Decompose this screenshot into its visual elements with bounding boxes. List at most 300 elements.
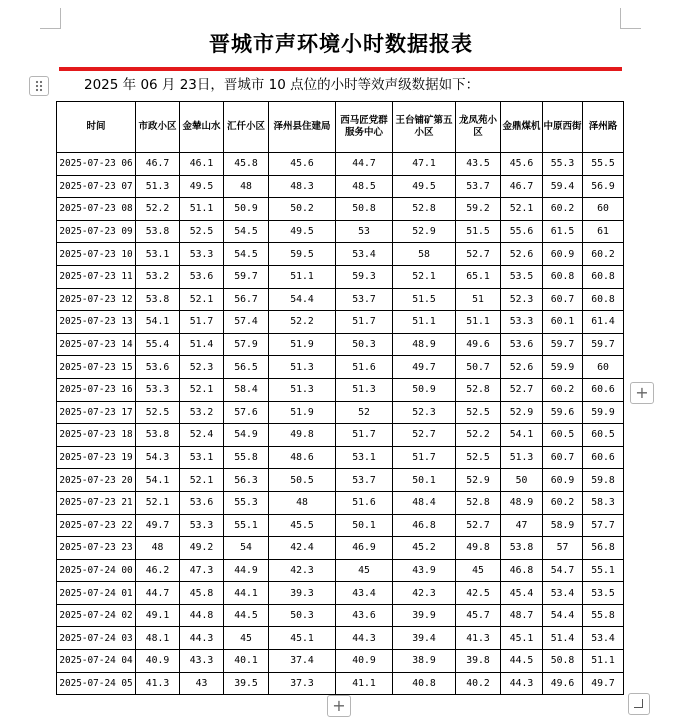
time-cell[interactable]: 2025-07-23 21: [57, 491, 136, 514]
value-cell[interactable]: 39.8: [456, 650, 501, 673]
value-cell[interactable]: 51.3: [501, 446, 543, 469]
value-cell[interactable]: 49.6: [543, 672, 583, 695]
value-cell[interactable]: 52.2: [269, 311, 336, 334]
value-cell[interactable]: 52.3: [393, 401, 456, 424]
value-cell[interactable]: 41.3: [456, 627, 501, 650]
value-cell[interactable]: 49.7: [393, 356, 456, 379]
value-cell[interactable]: 50.8: [336, 198, 393, 221]
value-cell[interactable]: 53.7: [336, 288, 393, 311]
value-cell[interactable]: 53.1: [180, 446, 224, 469]
value-cell[interactable]: 43.9: [393, 559, 456, 582]
value-cell[interactable]: 45: [224, 627, 269, 650]
page-title: 晋城市声环境小时数据报表: [209, 31, 473, 56]
time-cell[interactable]: 2025-07-23 17: [57, 401, 136, 424]
table-row: [57, 424, 624, 447]
value-cell[interactable]: 54.7: [543, 559, 583, 582]
value-cell[interactable]: 52.1: [393, 265, 456, 288]
value-cell[interactable]: 59.8: [583, 469, 624, 492]
table-row: [57, 469, 624, 492]
time-cell[interactable]: 2025-07-24 05: [57, 672, 136, 695]
value-cell[interactable]: 45.8: [180, 582, 224, 605]
value-cell[interactable]: 47: [501, 514, 543, 537]
value-cell[interactable]: 52.3: [180, 356, 224, 379]
column-header-site: 王台铺矿第五小区: [393, 102, 456, 153]
value-cell[interactable]: 54.9: [224, 424, 269, 447]
value-cell[interactable]: 59.4: [543, 175, 583, 198]
value-cell[interactable]: 52.5: [180, 220, 224, 243]
value-cell[interactable]: 53.8: [136, 288, 180, 311]
value-cell[interactable]: 51.1: [456, 311, 501, 334]
title-divider: [59, 67, 622, 71]
value-cell[interactable]: 57: [543, 537, 583, 560]
value-cell[interactable]: 46.7: [136, 153, 180, 176]
table-row: [57, 401, 624, 424]
value-cell[interactable]: 52.5: [456, 446, 501, 469]
value-cell[interactable]: 60.2: [543, 491, 583, 514]
value-cell[interactable]: 44.5: [501, 650, 543, 673]
value-cell[interactable]: 53.8: [501, 537, 543, 560]
value-cell[interactable]: 53.1: [336, 446, 393, 469]
value-cell[interactable]: 46.8: [393, 514, 456, 537]
value-cell[interactable]: 39.3: [269, 582, 336, 605]
value-cell[interactable]: 52.2: [456, 424, 501, 447]
value-cell[interactable]: 53.4: [336, 243, 393, 266]
time-cell[interactable]: 2025-07-23 11: [57, 265, 136, 288]
value-cell[interactable]: 50.5: [269, 469, 336, 492]
value-cell[interactable]: 40.9: [336, 650, 393, 673]
column-header-site: 泽州县住建局: [269, 102, 336, 153]
value-cell[interactable]: 54.1: [136, 311, 180, 334]
value-cell[interactable]: 51.3: [136, 175, 180, 198]
value-cell[interactable]: 45.4: [501, 582, 543, 605]
value-cell[interactable]: 52.3: [501, 288, 543, 311]
value-cell[interactable]: 55.1: [583, 559, 624, 582]
table-row: [57, 559, 624, 582]
value-cell[interactable]: 53.6: [501, 333, 543, 356]
value-cell[interactable]: 52.7: [456, 243, 501, 266]
column-header-site: 中原西街: [543, 102, 583, 153]
value-cell[interactable]: 52.7: [456, 514, 501, 537]
plus-icon: +: [332, 696, 346, 715]
value-cell[interactable]: 58: [393, 243, 456, 266]
table-row: [57, 243, 624, 266]
value-cell[interactable]: 50.2: [269, 198, 336, 221]
value-cell[interactable]: 49.7: [583, 672, 624, 695]
value-cell[interactable]: 44.3: [501, 672, 543, 695]
value-cell[interactable]: 59.5: [269, 243, 336, 266]
value-cell[interactable]: 60: [583, 198, 624, 221]
value-cell[interactable]: 53.6: [180, 265, 224, 288]
value-cell[interactable]: 57.7: [583, 514, 624, 537]
column-header-site: 龙凤苑小区: [456, 102, 501, 153]
table-row: [57, 650, 624, 673]
value-cell[interactable]: 50.9: [224, 198, 269, 221]
value-cell[interactable]: 43.3: [180, 650, 224, 673]
value-cell[interactable]: 59.9: [543, 356, 583, 379]
value-cell[interactable]: 57.6: [224, 401, 269, 424]
value-cell[interactable]: 39.4: [393, 627, 456, 650]
value-cell[interactable]: 60.8: [583, 265, 624, 288]
value-cell[interactable]: 45.6: [501, 153, 543, 176]
crop-mark-top-right: [620, 8, 641, 29]
value-cell[interactable]: 42.3: [393, 582, 456, 605]
value-cell[interactable]: 55.3: [543, 153, 583, 176]
time-cell[interactable]: 2025-07-23 14: [57, 333, 136, 356]
value-cell[interactable]: 51.5: [393, 288, 456, 311]
table-row: [57, 446, 624, 469]
value-cell[interactable]: 59.3: [336, 265, 393, 288]
time-cell[interactable]: 2025-07-23 13: [57, 311, 136, 334]
column-header-site: 西马匠党群服务中心: [336, 102, 393, 153]
time-cell[interactable]: 2025-07-24 03: [57, 627, 136, 650]
time-cell[interactable]: 2025-07-23 09: [57, 220, 136, 243]
value-cell[interactable]: 59.9: [583, 401, 624, 424]
value-cell[interactable]: 51.7: [393, 446, 456, 469]
value-cell[interactable]: 53.3: [501, 311, 543, 334]
value-cell[interactable]: 52.8: [393, 198, 456, 221]
value-cell[interactable]: 46.8: [501, 559, 543, 582]
value-cell[interactable]: 59.7: [583, 333, 624, 356]
value-cell[interactable]: 56.5: [224, 356, 269, 379]
value-cell[interactable]: 49.2: [180, 537, 224, 560]
value-cell[interactable]: 65.1: [456, 265, 501, 288]
value-cell[interactable]: 50.3: [336, 333, 393, 356]
value-cell[interactable]: 52.6: [501, 356, 543, 379]
value-cell[interactable]: 48.7: [501, 604, 543, 627]
value-cell[interactable]: 49.8: [456, 537, 501, 560]
value-cell[interactable]: 58.3: [583, 491, 624, 514]
value-cell[interactable]: 56.9: [583, 175, 624, 198]
value-cell[interactable]: 45: [336, 559, 393, 582]
value-cell[interactable]: 46.9: [336, 537, 393, 560]
value-cell[interactable]: 60.5: [543, 424, 583, 447]
value-cell[interactable]: 49.1: [136, 604, 180, 627]
value-cell[interactable]: 55.3: [224, 491, 269, 514]
value-cell[interactable]: 48.6: [269, 446, 336, 469]
value-cell[interactable]: 44.1: [224, 582, 269, 605]
value-cell[interactable]: 56.8: [583, 537, 624, 560]
value-cell[interactable]: 52: [336, 401, 393, 424]
value-cell[interactable]: 43.5: [456, 153, 501, 176]
time-cell[interactable]: 2025-07-24 02: [57, 604, 136, 627]
value-cell[interactable]: 45.2: [393, 537, 456, 560]
value-cell[interactable]: 54.1: [136, 469, 180, 492]
value-cell[interactable]: 51.9: [269, 333, 336, 356]
value-cell[interactable]: 48: [224, 175, 269, 198]
time-cell[interactable]: 2025-07-24 01: [57, 582, 136, 605]
value-cell[interactable]: 46.2: [136, 559, 180, 582]
value-cell[interactable]: 53.6: [136, 356, 180, 379]
value-cell[interactable]: 40.9: [136, 650, 180, 673]
value-cell[interactable]: 60.2: [543, 378, 583, 401]
value-cell[interactable]: 60.7: [543, 446, 583, 469]
resize-icon: [634, 699, 643, 708]
intro-paragraph[interactable]: 2025 年 06 月 23日，晋城市 10 点位的小时等效声级数据如下：: [84, 77, 480, 93]
value-cell[interactable]: 43.6: [336, 604, 393, 627]
table-move-handle[interactable]: [29, 76, 49, 96]
value-cell[interactable]: 50.9: [393, 378, 456, 401]
value-cell[interactable]: 55.4: [136, 333, 180, 356]
value-cell[interactable]: 51.3: [269, 378, 336, 401]
value-cell[interactable]: 52.6: [501, 243, 543, 266]
value-cell[interactable]: 51.9: [269, 401, 336, 424]
value-cell[interactable]: 41.3: [136, 672, 180, 695]
value-cell[interactable]: 60.6: [583, 446, 624, 469]
value-cell[interactable]: 41.1: [336, 672, 393, 695]
value-cell[interactable]: 55.8: [583, 604, 624, 627]
value-cell[interactable]: 60.2: [543, 198, 583, 221]
value-cell[interactable]: 53.2: [180, 401, 224, 424]
value-cell[interactable]: 48.4: [393, 491, 456, 514]
value-cell[interactable]: 46.1: [180, 153, 224, 176]
value-cell[interactable]: 49.8: [269, 424, 336, 447]
value-cell[interactable]: 53.7: [336, 469, 393, 492]
value-cell[interactable]: 52.1: [180, 469, 224, 492]
value-cell[interactable]: 49.7: [136, 514, 180, 537]
value-cell[interactable]: 45.1: [501, 627, 543, 650]
column-header-site: 市政小区: [136, 102, 180, 153]
value-cell[interactable]: 60: [583, 356, 624, 379]
value-cell[interactable]: 52.5: [456, 401, 501, 424]
time-cell[interactable]: 2025-07-23 12: [57, 288, 136, 311]
value-cell[interactable]: 50.1: [336, 514, 393, 537]
value-cell[interactable]: 50.1: [393, 469, 456, 492]
value-cell[interactable]: 51.6: [336, 491, 393, 514]
value-cell[interactable]: 53.4: [583, 627, 624, 650]
value-cell[interactable]: 51.5: [456, 220, 501, 243]
time-cell[interactable]: 2025-07-23 06: [57, 153, 136, 176]
value-cell[interactable]: 53.3: [136, 378, 180, 401]
value-cell[interactable]: 53.3: [180, 243, 224, 266]
column-header-site: 汇仟小区: [224, 102, 269, 153]
time-cell[interactable]: 2025-07-23 22: [57, 514, 136, 537]
table-body: [57, 153, 624, 695]
value-cell[interactable]: 44.8: [180, 604, 224, 627]
value-cell[interactable]: 51.4: [543, 627, 583, 650]
value-cell[interactable]: 50.7: [456, 356, 501, 379]
time-cell[interactable]: 2025-07-24 04: [57, 650, 136, 673]
value-cell[interactable]: 60.6: [583, 378, 624, 401]
value-cell[interactable]: 37.4: [269, 650, 336, 673]
value-cell[interactable]: 53.7: [456, 175, 501, 198]
value-cell[interactable]: 60.7: [543, 288, 583, 311]
value-cell[interactable]: 60.8: [543, 265, 583, 288]
value-cell[interactable]: 59.2: [456, 198, 501, 221]
value-cell[interactable]: 54.4: [269, 288, 336, 311]
value-cell[interactable]: 60.5: [583, 424, 624, 447]
value-cell[interactable]: 45.8: [224, 153, 269, 176]
value-cell[interactable]: 49.5: [269, 220, 336, 243]
value-cell[interactable]: 50: [501, 469, 543, 492]
table-row: [57, 198, 624, 221]
value-cell[interactable]: 52.9: [456, 469, 501, 492]
value-cell[interactable]: 53.8: [136, 424, 180, 447]
value-cell[interactable]: 44.9: [224, 559, 269, 582]
value-cell[interactable]: 42.5: [456, 582, 501, 605]
value-cell[interactable]: 51.1: [393, 311, 456, 334]
value-cell[interactable]: 44.5: [224, 604, 269, 627]
value-cell[interactable]: 51: [456, 288, 501, 311]
value-cell[interactable]: 61: [583, 220, 624, 243]
time-cell[interactable]: 2025-07-23 19: [57, 446, 136, 469]
value-cell[interactable]: 52.5: [136, 401, 180, 424]
value-cell[interactable]: 60.9: [543, 243, 583, 266]
value-cell[interactable]: 49.5: [180, 175, 224, 198]
time-cell[interactable]: 2025-07-23 20: [57, 469, 136, 492]
table-row: [57, 153, 624, 176]
value-cell[interactable]: 50.3: [269, 604, 336, 627]
value-cell[interactable]: 52.2: [136, 198, 180, 221]
value-cell[interactable]: 51.1: [269, 265, 336, 288]
value-cell[interactable]: 52.4: [180, 424, 224, 447]
value-cell[interactable]: 53.2: [136, 265, 180, 288]
value-cell[interactable]: 49.6: [456, 333, 501, 356]
value-cell[interactable]: 51.3: [269, 356, 336, 379]
value-cell[interactable]: 44.3: [180, 627, 224, 650]
value-cell[interactable]: 40.1: [224, 650, 269, 673]
value-cell[interactable]: 57.4: [224, 311, 269, 334]
table-row: [57, 514, 624, 537]
value-cell[interactable]: 42.4: [269, 537, 336, 560]
value-cell[interactable]: 53.8: [136, 220, 180, 243]
time-cell[interactable]: 2025-07-23 16: [57, 378, 136, 401]
value-cell[interactable]: 48: [136, 537, 180, 560]
value-cell[interactable]: 58.9: [543, 514, 583, 537]
value-cell[interactable]: 54.1: [501, 424, 543, 447]
value-cell[interactable]: 60.1: [543, 311, 583, 334]
value-cell[interactable]: 45.5: [269, 514, 336, 537]
value-cell[interactable]: 51.4: [180, 333, 224, 356]
column-header-site: 金辇山水: [180, 102, 224, 153]
value-cell[interactable]: 52.1: [501, 198, 543, 221]
value-cell[interactable]: 53: [336, 220, 393, 243]
value-cell[interactable]: 52.8: [456, 491, 501, 514]
value-cell[interactable]: 39.5: [224, 672, 269, 695]
value-cell[interactable]: 61.4: [583, 311, 624, 334]
time-cell[interactable]: 2025-07-23 08: [57, 198, 136, 221]
value-cell[interactable]: 56.3: [224, 469, 269, 492]
value-cell[interactable]: 54: [224, 537, 269, 560]
value-cell[interactable]: 46.7: [501, 175, 543, 198]
column-header-site: 泽州路: [583, 102, 624, 153]
value-cell[interactable]: 44.3: [336, 627, 393, 650]
value-cell[interactable]: 42.3: [269, 559, 336, 582]
value-cell[interactable]: 55.8: [224, 446, 269, 469]
table-row: [57, 537, 624, 560]
value-cell[interactable]: 53.5: [583, 582, 624, 605]
table-row: [57, 378, 624, 401]
time-cell[interactable]: 2025-07-24 00: [57, 559, 136, 582]
value-cell[interactable]: 52.1: [180, 288, 224, 311]
time-cell[interactable]: 2025-07-23 23: [57, 537, 136, 560]
value-cell[interactable]: 60.2: [583, 243, 624, 266]
value-cell[interactable]: 54.5: [224, 243, 269, 266]
add-row-button[interactable]: [327, 695, 351, 717]
table-row: [57, 288, 624, 311]
value-cell[interactable]: 51.3: [336, 378, 393, 401]
value-cell[interactable]: 52.1: [180, 378, 224, 401]
value-cell[interactable]: 45.1: [269, 627, 336, 650]
value-cell[interactable]: 49.5: [393, 175, 456, 198]
value-cell[interactable]: 48.9: [393, 333, 456, 356]
value-cell[interactable]: 52.7: [501, 378, 543, 401]
value-cell[interactable]: 55.1: [224, 514, 269, 537]
value-cell[interactable]: 39.9: [393, 604, 456, 627]
value-cell[interactable]: 59.7: [224, 265, 269, 288]
value-cell[interactable]: 52.9: [501, 401, 543, 424]
value-cell[interactable]: 53.4: [543, 582, 583, 605]
value-cell[interactable]: 51.7: [336, 311, 393, 334]
value-cell[interactable]: 58.4: [224, 378, 269, 401]
table-resize-handle[interactable]: [628, 693, 650, 715]
time-cell[interactable]: 2025-07-23 15: [57, 356, 136, 379]
value-cell[interactable]: 52.1: [136, 491, 180, 514]
value-cell[interactable]: 59.7: [543, 333, 583, 356]
table-row: [57, 627, 624, 650]
value-cell[interactable]: 60.9: [543, 469, 583, 492]
value-cell[interactable]: 52.9: [393, 220, 456, 243]
value-cell[interactable]: 38.9: [393, 650, 456, 673]
add-column-button[interactable]: [630, 382, 654, 404]
value-cell[interactable]: 48.3: [269, 175, 336, 198]
value-cell[interactable]: 44.7: [136, 582, 180, 605]
time-cell[interactable]: 2025-07-23 10: [57, 243, 136, 266]
value-cell[interactable]: 53.6: [180, 491, 224, 514]
value-cell[interactable]: 56.7: [224, 288, 269, 311]
value-cell[interactable]: 54.5: [224, 220, 269, 243]
value-cell[interactable]: 50.8: [543, 650, 583, 673]
value-cell[interactable]: 48: [269, 491, 336, 514]
value-cell[interactable]: 54.3: [136, 446, 180, 469]
value-cell[interactable]: 59.6: [543, 401, 583, 424]
time-cell[interactable]: 2025-07-23 18: [57, 424, 136, 447]
value-cell[interactable]: 51.1: [180, 198, 224, 221]
value-cell[interactable]: 52.8: [456, 378, 501, 401]
value-cell[interactable]: 53.3: [180, 514, 224, 537]
value-cell[interactable]: 43: [180, 672, 224, 695]
value-cell[interactable]: 47.3: [180, 559, 224, 582]
value-cell[interactable]: 52.7: [393, 424, 456, 447]
value-cell[interactable]: 40.2: [456, 672, 501, 695]
value-cell[interactable]: 45.7: [456, 604, 501, 627]
value-cell[interactable]: 61.5: [543, 220, 583, 243]
value-cell[interactable]: 44.7: [336, 153, 393, 176]
value-cell[interactable]: 48.1: [136, 627, 180, 650]
value-cell[interactable]: 40.8: [393, 672, 456, 695]
value-cell[interactable]: 37.3: [269, 672, 336, 695]
value-cell[interactable]: 57.9: [224, 333, 269, 356]
value-cell[interactable]: 51.7: [180, 311, 224, 334]
value-cell[interactable]: 51.1: [583, 650, 624, 673]
value-cell[interactable]: 55.5: [583, 153, 624, 176]
column-header-time: 时间: [57, 102, 136, 153]
value-cell[interactable]: 48.5: [336, 175, 393, 198]
value-cell[interactable]: 53.1: [136, 243, 180, 266]
value-cell[interactable]: 60.8: [583, 288, 624, 311]
value-cell[interactable]: 45.6: [269, 153, 336, 176]
value-cell[interactable]: 48.9: [501, 491, 543, 514]
value-cell[interactable]: 51.7: [336, 424, 393, 447]
value-cell[interactable]: 43.4: [336, 582, 393, 605]
value-cell[interactable]: 53.5: [501, 265, 543, 288]
value-cell[interactable]: 54.4: [543, 604, 583, 627]
value-cell[interactable]: 55.6: [501, 220, 543, 243]
value-cell[interactable]: 51.6: [336, 356, 393, 379]
time-cell[interactable]: 2025-07-23 07: [57, 175, 136, 198]
value-cell[interactable]: 45: [456, 559, 501, 582]
table-row: [57, 175, 624, 198]
value-cell[interactable]: 47.1: [393, 153, 456, 176]
